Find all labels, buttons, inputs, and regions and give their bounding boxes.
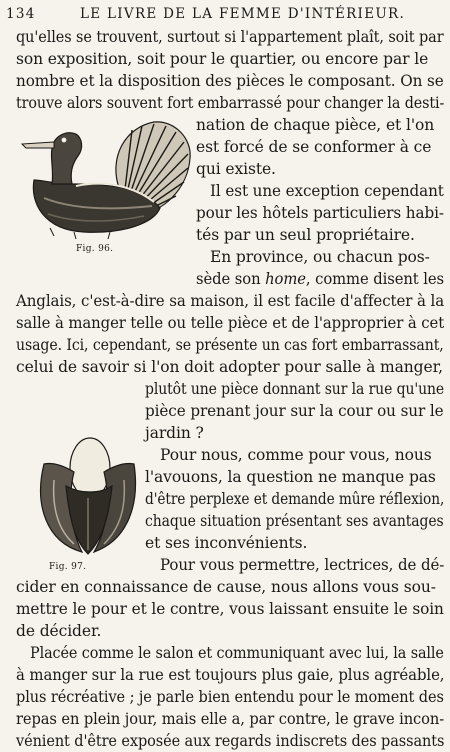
text-line: En province, ou chacun pos- [210,248,430,266]
text-line: nation de chaque pièce, et l'on [196,116,435,134]
text-line: Placée comme le salon et communiquant avec lui, la salle [30,644,444,662]
text-run: sède son [196,270,266,288]
text-line: repas en plein jour, mais elle a, par contre, le grave incon- [16,710,445,728]
text-line: tés par un seul propriétaire. [196,226,415,244]
page-number: 134 [6,6,36,22]
text-line: d'être perplexe et demande mûre réflexion, [145,490,445,508]
text-line: Anglais, c'est-à-dire sa maison, il est facile d'affecter à la [16,292,445,310]
text-line: jardin ? [145,424,204,442]
text-line: nombre et la disposition des pièces le composant. On se [16,72,444,90]
text-line: qui existe. [196,160,276,178]
text-line: celui de savoir si l'on doit adopter pour salle à manger, [16,358,443,376]
text-line [196,268,444,290]
text-line: salle à manger telle ou telle pièce et de l'approprier à cet [16,314,445,332]
fig97-egg-dish-illustration [30,424,142,559]
text-line: usage. Ici, cependant, se présente un cas fort embarrassant, [16,336,444,354]
italic-term: home [265,270,306,288]
text-line: qu'elles se trouvent, surtout si l'appartement plaît, soit par [16,28,444,46]
text-run: , comme disent les [305,270,445,288]
text-line: de décider. [16,622,102,640]
text-line: l'avouons, la question ne manque pas [145,468,436,486]
fig96-caption: Fig. 96. [76,244,114,254]
fig96-duck-dish-illustration [14,118,194,240]
text-line: Il est une exception cependant [210,182,444,200]
text-line: et ses inconvénients. [145,534,308,552]
text-line: chaque situation présentant ses avantages [145,512,444,530]
text-line: son exposition, soit pour le quartier, ou encore par le [16,50,429,68]
text-line: à manger sur la rue est toujours plus gaie, plus agréable, [16,666,445,684]
text-line: vénient d'être exposée aux regards indiscrets des passants [16,732,445,750]
text-line: mettre le pour et le contre, vous laissant ensuite le soin [16,600,444,618]
text-line: est forcé de se conformer à ce [196,138,432,156]
text-line: Pour nous, comme pour vous, nous [160,446,432,464]
text-line: pour les hôtels particuliers habi- [196,204,444,222]
text-line: pièce prenant jour sur la cour ou sur le [145,402,444,420]
fig97-caption: Fig. 97. [49,562,87,572]
text-line: cider en connaissance de cause, nous allons vous sou- [16,578,436,596]
text-line: plutôt une pièce donnant sur la rue qu'une [145,380,445,398]
text-line: plus récréative ; je parle bien entendu pour le moment des [16,688,444,706]
text-line: trouve alors souvent fort embarrassé pour changer la desti- [16,94,445,112]
running-title: LE LIVRE DE LA FEMME D'INTÉRIEUR. [80,6,406,22]
text-line: Pour vous permettre, lectrices, de dé- [160,556,445,574]
